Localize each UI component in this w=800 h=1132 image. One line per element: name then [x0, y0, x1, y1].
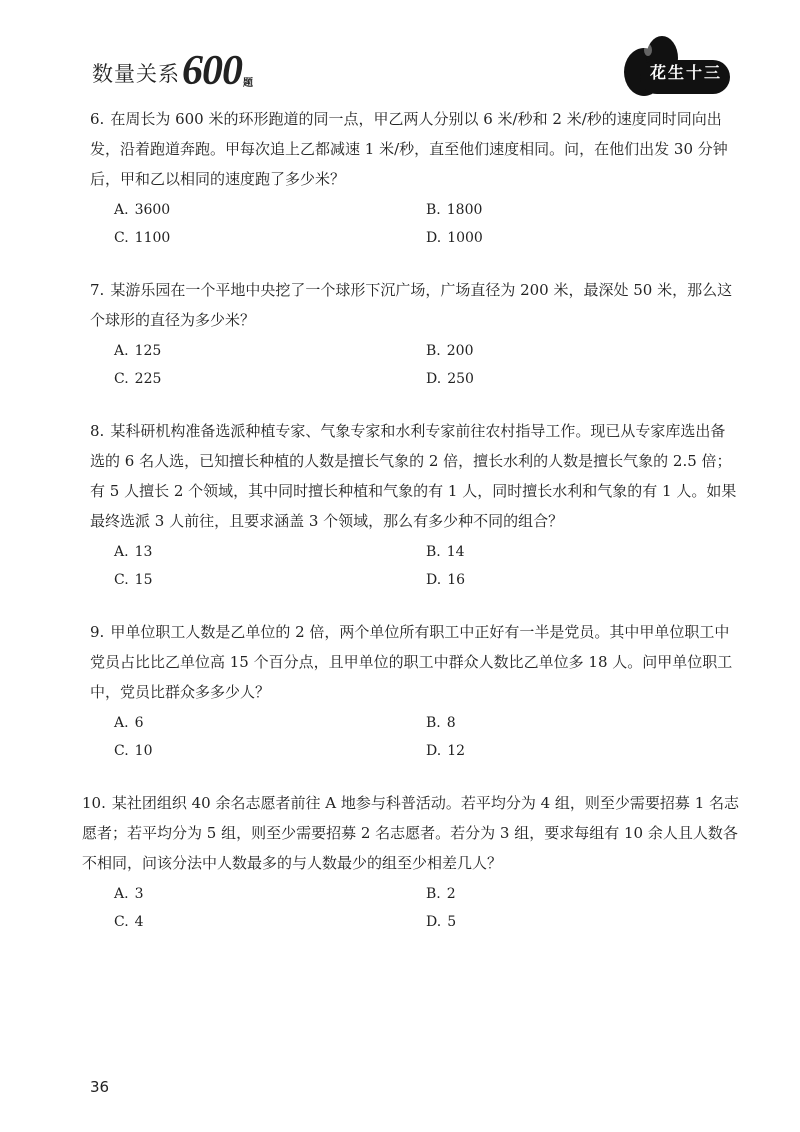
option-d: D. 12: [426, 743, 466, 759]
option-b: B. 200: [426, 343, 474, 359]
question-item: [90, 104, 740, 252]
option-a: A. 3600: [114, 202, 171, 218]
question-item: [82, 788, 740, 936]
question-item: [90, 416, 740, 594]
question-number: 8.: [90, 422, 105, 440]
book-title-number: 600: [182, 48, 242, 94]
question-number: 7.: [90, 281, 105, 299]
option-a: A. 125: [114, 343, 162, 359]
question-body: 某社团组织 40 余名志愿者前往 A 地参与科普活动。若平均分为 4 组，则至少需要招募 1 名志愿者；若平均分为 5 组，则至少需要招募 2 名志愿者。若分为 3 组，要求每组有 10 余人且人数各不相同，问该分法中人数最多的与人数最少的组至少相差几人？: [82, 794, 740, 872]
book-title-main: 数量关系: [92, 62, 180, 86]
question-number: 9.: [90, 623, 105, 641]
question-text: [90, 416, 740, 536]
option-d: D. 250: [426, 371, 474, 387]
option-list: [114, 880, 740, 936]
option-b: B. 2: [426, 886, 456, 902]
option-b: B. 14: [426, 544, 465, 560]
option-list: [114, 337, 740, 393]
question-item: [90, 617, 740, 765]
option-a: A. 6: [114, 715, 144, 731]
option-b: B. 8: [426, 715, 456, 731]
option-d: D. 5: [426, 914, 457, 930]
option-list: [114, 709, 740, 765]
option-b: B. 1800: [426, 202, 483, 218]
question-body: 某科研机构准备选派种植专家、气象专家和水利专家前往农村指导工作。现已从专家库选出备选的 6 名人选，已知擅长种植的人数是擅长气象的 2 倍，擅长水利的人数是擅长气象的 2.5 倍；有 5 人擅长 2 个领域，其中同时擅长种植和气象的有 1 人，同时擅长水利和气象的有 1 人。如果最终选派 3 人前往，且要求涵盖 3 个领域，那么有多少种不同的组合？: [90, 422, 737, 530]
book-title: [92, 50, 253, 92]
option-c: C. 10: [114, 743, 153, 759]
option-list: [114, 538, 740, 594]
option-d: D. 16: [426, 572, 466, 588]
option-c: C. 225: [114, 371, 162, 387]
option-d: D. 1000: [426, 230, 483, 246]
question-item: [90, 275, 740, 393]
option-list: [114, 196, 740, 252]
question-body: 在周长为 600 米的环形跑道的同一点，甲乙两人分别以 6 米/秒和 2 米/秒的速度同时同向出发，沿着跑道奔跑。甲每次追上乙都减速 1 米/秒，直至他们速度相同。问，在他们出发 30 分钟后，甲和乙以相同的速度跑了多少米？: [90, 110, 728, 188]
question-text: [90, 617, 740, 707]
question-number: 10.: [82, 794, 106, 812]
option-c: C. 1100: [114, 230, 171, 246]
option-a: A. 13: [114, 544, 153, 560]
question-text: [90, 275, 740, 335]
book-title-suffix: 题: [243, 78, 253, 89]
option-a: A. 3: [114, 886, 144, 902]
question-text: [82, 788, 740, 878]
option-c: C. 15: [114, 572, 153, 588]
brand-name: 花生十三: [650, 63, 723, 82]
question-list: [82, 104, 740, 959]
question-body: 甲单位职工人数是乙单位的 2 倍，两个单位所有职工中正好有一半是党员。其中甲单位职工中党员占比比乙单位高 15 个百分点，且甲单位的职工中群众人数比乙单位多 18 人。问甲单位职工中，党员比群众多多少人？: [90, 623, 733, 701]
option-c: C. 4: [114, 914, 144, 930]
question-text: [90, 104, 740, 194]
question-body: 某游乐园在一个平地中央挖了一个球形下沉广场，广场直径为 200 米，最深处 50 米，那么这个球形的直径为多少米？: [90, 281, 733, 329]
question-number: 6.: [90, 110, 105, 128]
page-number: 36: [90, 1078, 110, 1096]
page-header: [0, 0, 800, 105]
